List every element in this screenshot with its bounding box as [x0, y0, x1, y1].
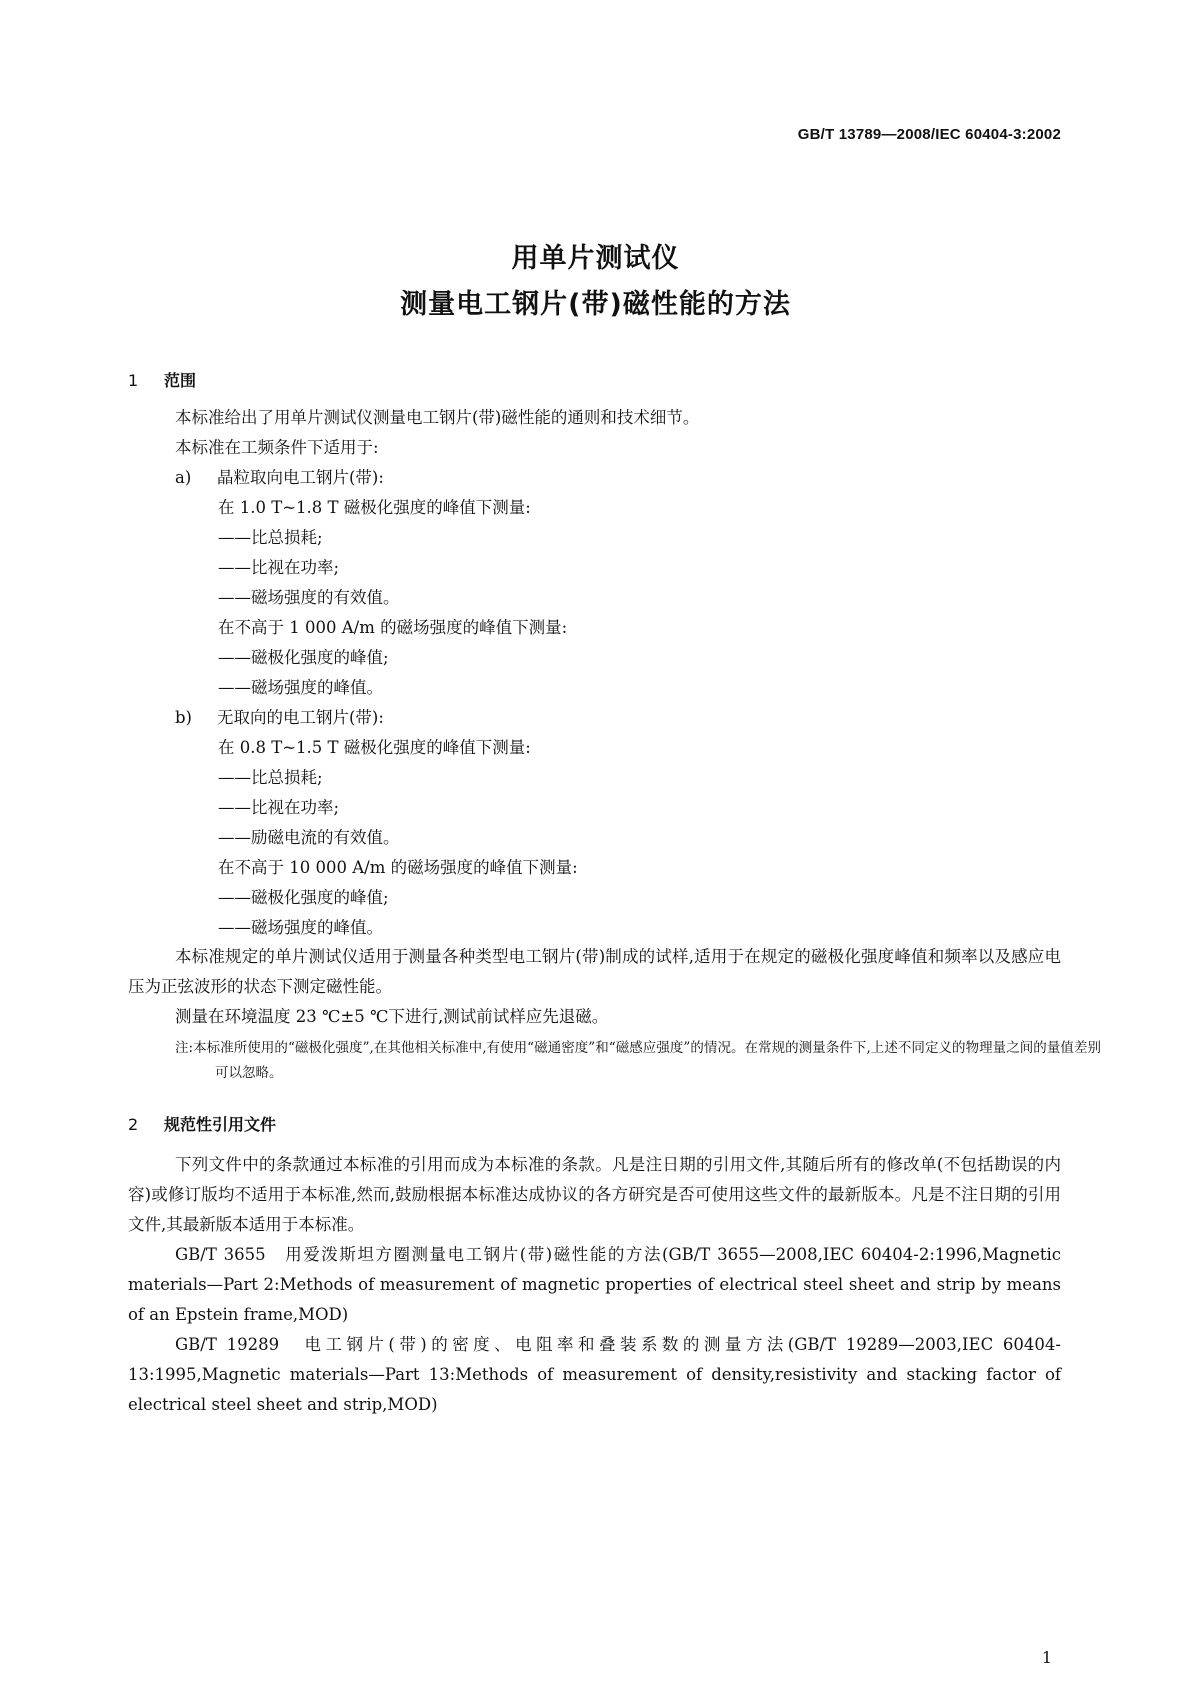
document-code-header: GB/T 13789—2008/IEC 60404-3:2002 — [797, 126, 1061, 143]
list-label-a: 晶粒取向电工钢片(带): — [217, 468, 384, 487]
scope-intro-2: 本标准在工频条件下适用于: — [175, 438, 379, 457]
scope-intro-1: 本标准给出了用单片测试仪测量电工钢片(带)磁性能的通则和技术细节。 — [175, 408, 700, 427]
list-item: ——比视在功率; — [218, 798, 340, 817]
list-item: ——磁场强度的峰值。 — [218, 678, 383, 697]
list-item: ——比总损耗; — [218, 768, 323, 787]
reference-entry-gbt3655: GB/T 3655 用爱泼斯坦方圈测量电工钢片(带)磁性能的方法(GB/T 3655—2008,IEC 60404-2:1996,Magnetic materials—Part 2:Methods of measurement of magnetic properties of electrical steel sheet and strip by means of an Epstein frame,MOD) — [128, 1245, 1061, 1324]
document-title-line-2: 测量电工钢片(带)磁性能的方法 — [400, 289, 791, 320]
list-item-b — [175, 708, 384, 728]
scope-note: 注:本标准所使用的“磁极化强度”,在其他相关标准中,有使用“磁通密度”和“磁感应强度”的情况。在常规的测量条件下,上述不同定义的物理量之间的量值差别可以忽略。 — [175, 1040, 1101, 1081]
section-1-heading — [128, 368, 196, 391]
list-item: ——磁极化强度的峰值; — [218, 888, 389, 907]
item-b-condition-2: 在不高于 10 000 A/m 的磁场强度的峰值下测量: — [218, 858, 578, 877]
list-item: ——磁场强度的有效值。 — [218, 588, 400, 607]
section-2-number: 2 — [128, 1115, 139, 1134]
item-a-condition-2: 在不高于 1 000 A/m 的磁场强度的峰值下测量: — [218, 618, 568, 637]
section-2-title: 规范性引用文件 — [164, 1115, 277, 1134]
list-marker-b: b) — [175, 708, 192, 727]
list-item: ——比总损耗; — [218, 528, 323, 547]
reference-entry-gbt19289: GB/T 19289 电工钢片(带)的密度、电阻率和叠装系数的测量方法(GB/T 19289—2003,IEC 60404-13:1995,Magnetic materials—Part 13:Methods of measurement of density,resistivity and stacking factor of electrical steel sheet and strip,MOD) — [128, 1335, 1061, 1414]
section-1-title: 范围 — [164, 371, 197, 390]
list-item: ——励磁电流的有效值。 — [218, 828, 400, 847]
scope-paragraph-1: 本标准规定的单片测试仪适用于测量各种类型电工钢片(带)制成的试样,适用于在规定的磁极化强度峰值和频率以及感应电压为正弦波形的状态下测定磁性能。 — [128, 947, 1061, 996]
list-marker-a: a) — [175, 468, 192, 487]
item-a-condition-1: 在 1.0 T~1.8 T 磁极化强度的峰值下测量: — [218, 498, 531, 517]
references-intro-paragraph: 下列文件中的条款通过本标准的引用而成为本标准的条款。凡是注日期的引用文件,其随后所有的修改单(不包括勘误的内容)或修订版均不适用于本标准,然而,鼓励根据本标准达成协议的各方研究是否可使用这些文件的最新版本。凡是不注日期的引用文件,其最新版本适用于本标准。 — [128, 1155, 1061, 1234]
scope-paragraph-2: 测量在环境温度 23 ℃±5 ℃下进行,测试前试样应先退磁。 — [175, 1007, 609, 1026]
list-item-a — [175, 468, 384, 488]
page-number: 1 — [1041, 1648, 1052, 1667]
section-1-number: 1 — [128, 371, 139, 390]
item-b-condition-1: 在 0.8 T~1.5 T 磁极化强度的峰值下测量: — [218, 738, 531, 757]
list-item: ——比视在功率; — [218, 558, 340, 577]
document-title-line-1: 用单片测试仪 — [511, 243, 680, 274]
section-2-heading — [128, 1112, 276, 1135]
list-item: ——磁极化强度的峰值; — [218, 648, 389, 667]
list-item: ——磁场强度的峰值。 — [218, 918, 383, 937]
list-label-b: 无取向的电工钢片(带): — [217, 708, 384, 727]
